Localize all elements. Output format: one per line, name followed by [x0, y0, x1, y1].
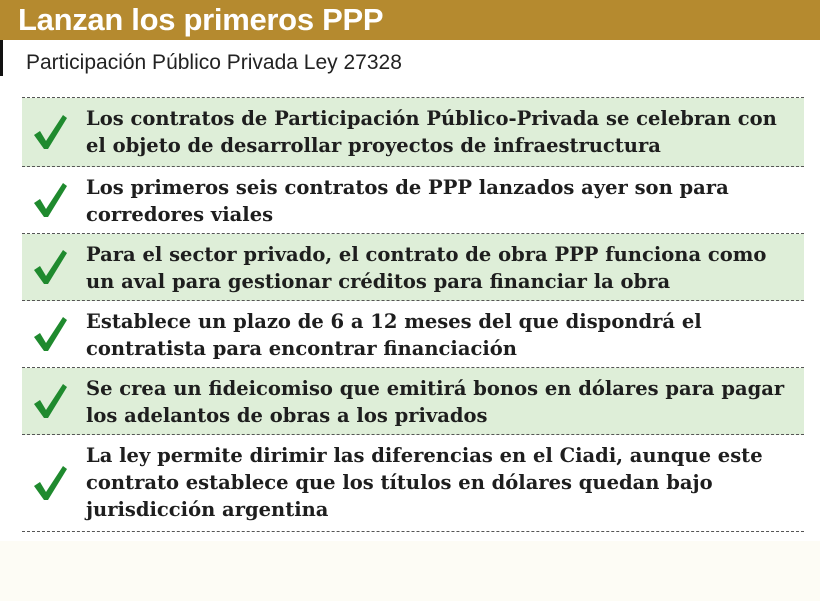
- bullet-list: [22, 97, 804, 532]
- subtitle-rule: [0, 40, 3, 76]
- list-item: [22, 435, 804, 532]
- check-icon: [32, 248, 68, 286]
- list-item-text: Se crea un fideicomiso que emitirá bonos en dólares para pagar los adelantos de obras a los privados: [86, 377, 785, 427]
- list-item: [22, 368, 804, 435]
- check-icon: [32, 382, 68, 420]
- footer-strip: [0, 541, 820, 601]
- check-icon: [32, 113, 68, 151]
- list-item-text: Los primeros seis contratos de PPP lanzados ayer son para corredores viales: [86, 176, 729, 226]
- list-item: [22, 234, 804, 301]
- page-title: Lanzan los primeros PPP: [18, 2, 384, 37]
- list-item-text: La ley permite dirimir las diferencias en el Ciadi, aunque este contrato establece que los títulos en dólares quedan bajo jurisdicción argentina: [86, 444, 763, 521]
- list-item: [22, 98, 804, 167]
- list-item: [22, 301, 804, 368]
- list-item-text: Establece un plazo de 6 a 12 meses del que dispondrá el contratista para encontrar financiación: [86, 310, 702, 360]
- check-icon: [32, 315, 68, 353]
- check-icon: [32, 464, 68, 502]
- page-subtitle: Participación Público Privada Ley 27328: [26, 51, 402, 74]
- list-item-text: Para el sector privado, el contrato de obra PPP funciona como un aval para gestionar créditos para financiar la obra: [86, 243, 767, 293]
- check-icon: [32, 181, 68, 219]
- list-item: [22, 167, 804, 234]
- list-item-text: Los contratos de Participación Público-Privada se celebran con el objeto de desarrollar proyectos de infraestructura: [86, 107, 777, 157]
